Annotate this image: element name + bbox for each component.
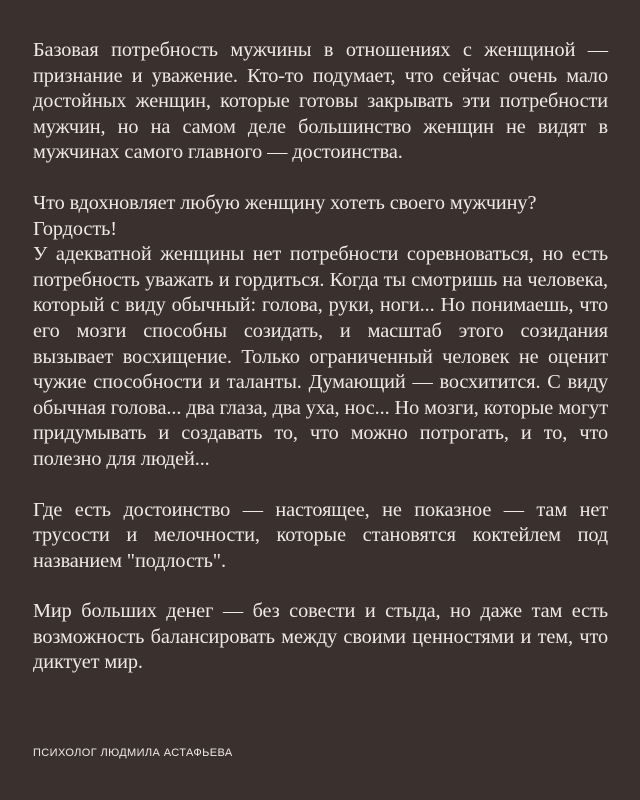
paragraph-money: Мир больших денег — без совести и стыда, но даже там есть возможность балансировать между своими ценностями и тем, что диктует мир. — [33, 600, 608, 674]
paragraph-recognition: Базовая потребность мужчины в отношениях с женщиной — признание и уважение. Кто-то подумает, что сейчас очень мало достойных женщин, которые готовы закрывать эти потребности мужчин, но на самом деле большинство женщин не видят в мужчинах самого главного — достоинства. — [33, 39, 608, 164]
paragraph-dignity: Где есть достоинство — настоящее, не показное — там нет трусости и мелочности, которые становятся коктейлем под названием "подлость". — [33, 498, 608, 572]
paragraph-pride: У адекватной женщины нет потребности соревноваться, но есть потребность уважать и гордиться. Когда ты смотришь на человека, который с виду обычный: голова, руки, ноги... Но понимаешь, что его мозги способны созидать, и масштаб этого созидания вызывает восхищение. Только ограниченный человек не оценит чужие способности и таланты. Думающий — восхитится. С виду обычная голова... два глаза, два уха, нос... Но мозги, которые могут придумывать и создавать то, что можно потрогать, и то, что полезно для людей... — [33, 243, 608, 470]
paragraph-pride-block — [33, 191, 608, 473]
answer-line: Гордость! — [33, 217, 117, 240]
author-signature: ПСИХОЛОГ ЛЮДМИЛА АСТАФЬЕВА — [33, 747, 233, 759]
question-line: Что вдохновляет любую женщину хотеть своего мужчину? — [33, 191, 537, 214]
paragraph-question — [33, 191, 608, 242]
